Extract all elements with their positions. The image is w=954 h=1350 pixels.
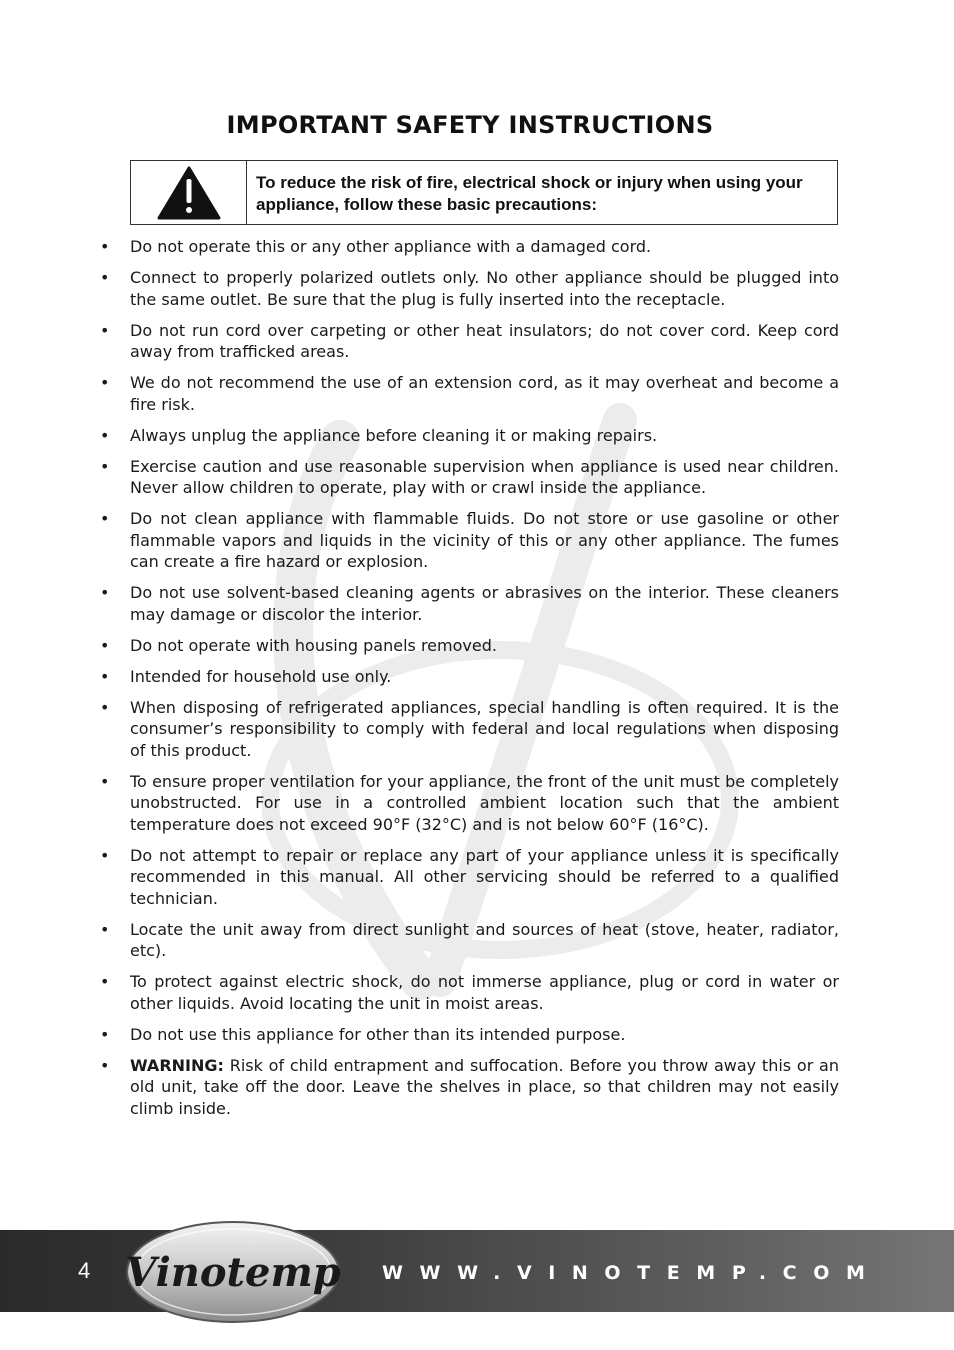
list-item	[98, 267, 839, 310]
bullet-icon: •	[100, 1024, 110, 1044]
warning-label: WARNING:	[130, 1055, 224, 1075]
list-item	[98, 635, 839, 657]
instruction-text: Do not run cord over carpeting or other heat insulators; do not cover cord. Keep cord away from trafficked areas.	[130, 320, 839, 361]
instruction-text: To ensure proper ventilation for your appliance, the front of the unit must be completely unobstructed. For use in a controlled ambient location such that the ambient temperature does not exceed 90°F (32°C) and is not below 60°F (16°C).	[130, 771, 839, 834]
bullet-icon: •	[100, 845, 110, 865]
bullet-icon: •	[100, 320, 110, 340]
instruction-text: Do not clean appliance with flammable fluids. Do not store or use gasoline or other flammable vapors and liquids in the vicinity of this or any other appliance. The fumes can create a fire hazard or explosion.	[130, 509, 839, 571]
list-item	[98, 456, 839, 499]
list-item	[98, 919, 839, 962]
list-item	[98, 1024, 839, 1046]
page-number: 4	[78, 1258, 91, 1283]
safety-instructions-list	[98, 236, 839, 1129]
instruction-text: Always unplug the appliance before cleaning it or making repairs.	[130, 425, 658, 445]
warning-box	[130, 160, 838, 225]
vinotemp-logo	[124, 1218, 342, 1326]
list-item	[98, 582, 839, 625]
list-item	[98, 320, 839, 363]
list-item	[98, 771, 839, 836]
list-item	[98, 425, 839, 447]
bullet-icon: •	[100, 666, 110, 686]
instruction-text: Risk of child entrapment and suffocation. Before you throw away this or an old unit, take off the door. Leave the shelves in place, so that children may not easily climb inside.	[130, 1055, 839, 1118]
page-title: IMPORTANT SAFETY INSTRUCTIONS	[226, 111, 714, 139]
warning-triangle-icon	[157, 166, 221, 220]
bullet-icon: •	[100, 268, 110, 287]
list-item	[98, 971, 839, 1014]
instruction-text: When disposing of refrigerated appliances, special handling is often required. It is the consumer’s responsibility to comply with federal and local regulations when disposing of this product.	[130, 697, 839, 760]
list-item	[98, 845, 839, 910]
instruction-text: Do not operate this or any other appliance with a damaged cord.	[130, 237, 652, 256]
instruction-text: Do not use solvent-based cleaning agents or abrasives on the interior. These cleaners may damage or discolor the interior.	[130, 583, 839, 624]
bullet-icon: •	[100, 509, 110, 528]
bullet-icon: •	[100, 425, 110, 445]
instruction-text: To protect against electric shock, do not immerse appliance, plug or cord in water or other liquids. Avoid locating the unit in moist areas.	[130, 972, 839, 1013]
instruction-text: We do not recommend the use of an extension cord, as it may overheat and become a fire risk.	[130, 373, 839, 414]
instruction-text: Exercise caution and use reasonable supervision when appliance is used near children. Never allow children to operate, play with or crawl inside the appliance.	[130, 456, 839, 497]
logo-text: Vinotemp	[125, 1249, 341, 1296]
list-item	[98, 1055, 839, 1120]
list-item	[98, 508, 839, 573]
bullet-icon: •	[100, 635, 110, 655]
list-item	[98, 666, 839, 688]
bullet-icon: •	[100, 771, 110, 791]
warning-icon-cell	[131, 161, 247, 224]
instruction-text: Locate the unit away from direct sunlight and sources of heat (stove, heater, radiator, etc).	[130, 919, 839, 960]
bullet-icon: •	[100, 919, 110, 939]
bullet-icon: •	[100, 237, 110, 256]
bullet-icon: •	[100, 697, 110, 717]
instruction-text: Intended for household use only.	[130, 666, 392, 686]
bullet-icon: •	[100, 1055, 110, 1075]
instruction-text: Connect to properly polarized outlets only. No other appliance should be plugged into the same outlet. Be sure that the plug is fully inserted into the receptacle.	[130, 268, 839, 309]
bullet-icon: •	[100, 972, 110, 991]
list-item	[98, 697, 839, 762]
bullet-icon: •	[100, 583, 110, 602]
bullet-icon: •	[100, 373, 110, 392]
website-url[interactable]: WWW.VINOTEMP.COM	[382, 1262, 882, 1284]
list-item	[98, 372, 839, 415]
list-item	[98, 236, 839, 258]
bullet-icon: •	[100, 456, 110, 476]
instruction-text: Do not use this appliance for other than its intended purpose.	[130, 1024, 626, 1044]
instruction-text: Do not attempt to repair or replace any part of your appliance unless it is specifically recommended in this manual. All other servicing should be referred to a qualified technician.	[130, 845, 839, 908]
warning-text: To reduce the risk of fire, electrical shock or injury when using your appliance, follow these basic precautions:	[256, 173, 803, 214]
instruction-text: Do not operate with housing panels removed.	[130, 635, 497, 655]
